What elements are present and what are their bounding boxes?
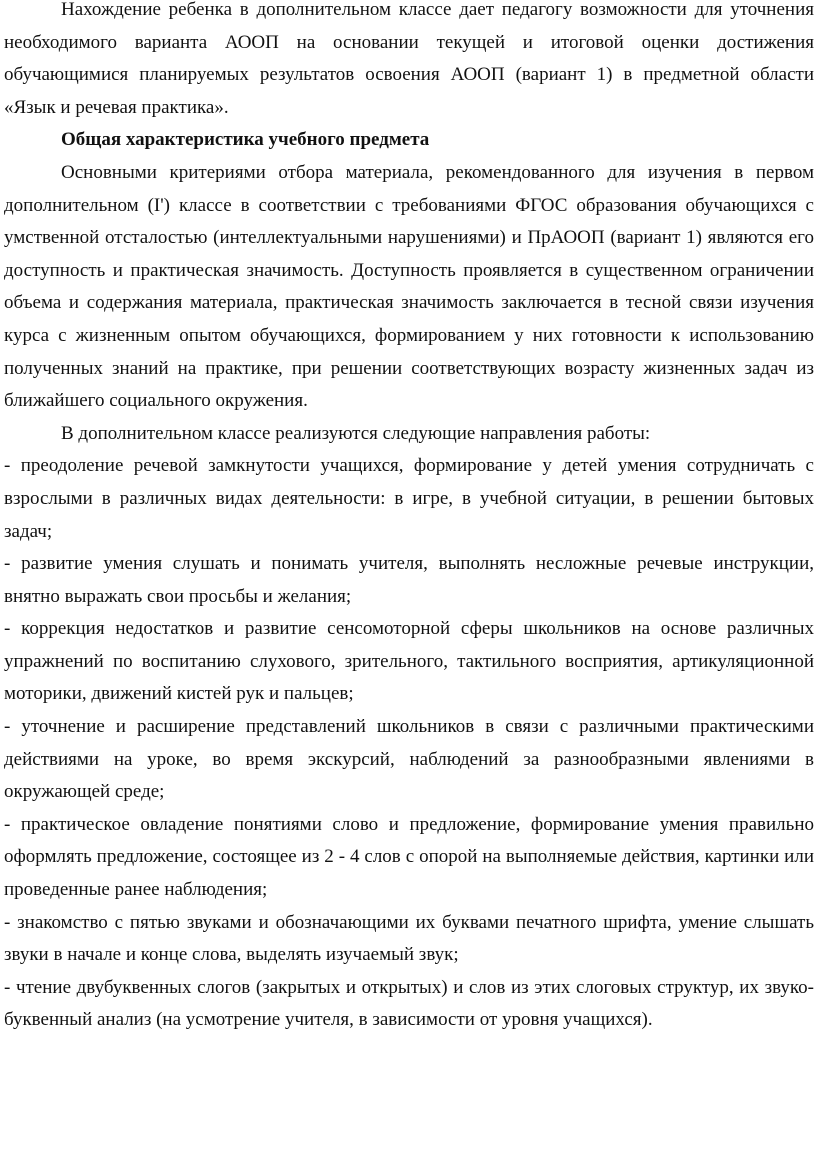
directions-list bbox=[4, 450, 814, 1037]
list-item: - развитие умения слушать и понимать учителя, выполнять несложные речевые инструкции, внятно выражать свои просьбы и желания; bbox=[4, 553, 814, 607]
paragraph-criteria: Основными критериями отбора материала, рекомендованного для изучения в первом дополнительном (I') классе в соответствии с требованиями ФГОС образования обучающихся с умственной отсталостью (интеллектуальными нарушениями) и ПрАООП (вариант 1) являются его доступность и практическая значимость. Доступность проявляется в существенном ограничении объема и содержания материала, практическая значимость заключается в тесной связи изучения курса с жизненным опытом обучающихся, формированием у них готовности к использованию полученных знаний на практике, при решении соответствующих возрасту жизненных задач из ближайшего социального окружения. bbox=[4, 161, 814, 412]
list-item: - преодоление речевой замкнутости учащихся, формирование у детей умения сотрудничать с взрослыми в различных видах деятельности: в игре, в учебной ситуации, в решении бытовых задач; bbox=[4, 455, 814, 542]
list-item: - знакомство с пятью звуками и обозначающими их буквами печатного шрифта, умение слышать звуки в начале и конце слова, выделять изучаемый звук; bbox=[4, 911, 814, 966]
list-item: - практическое овладение понятиями слово и предложение, формирование умения правильно оформлять предложение, состоящее из 2 - 4 слов с опорой на выполняемые действия, картинки или проведенные ранее наблюдения; bbox=[4, 813, 814, 901]
section-heading: Общая характеристика учебного предмета bbox=[61, 129, 430, 151]
paragraph-intro: Нахождение ребенка в дополнительном классе дает педагогу возможности для уточнения необходимого варианта АООП на основании текущей и итоговой оценки достижения обучающимися планируемых результатов освоения АООП (вариант 1) в предметной области «Язык и речевая практика». bbox=[4, 0, 814, 118]
list-item: - чтение двубуквенных слогов (закрытых и открытых) и слов из этих слоговых структур, их звуко-буквенный анализ (на усмотрение учителя, в зависимости от уровня учащихся). bbox=[4, 976, 814, 1031]
list-item: - уточнение и расширение представлений школьников в связи с различными практическими действиями на уроке, во время экскурсий, наблюдений за разнообразными явлениями в окружающей среде; bbox=[4, 716, 814, 803]
list-item: - коррекция недостатков и развитие сенсомоторной сферы школьников на основе различных упражнений по воспитанию слухового, зрительного, тактильного восприятия, артикуляционной моторики, движений кистей рук и пальцев; bbox=[4, 618, 814, 705]
paragraph-directions: В дополнительном классе реализуются следующие направления работы: bbox=[61, 422, 651, 444]
